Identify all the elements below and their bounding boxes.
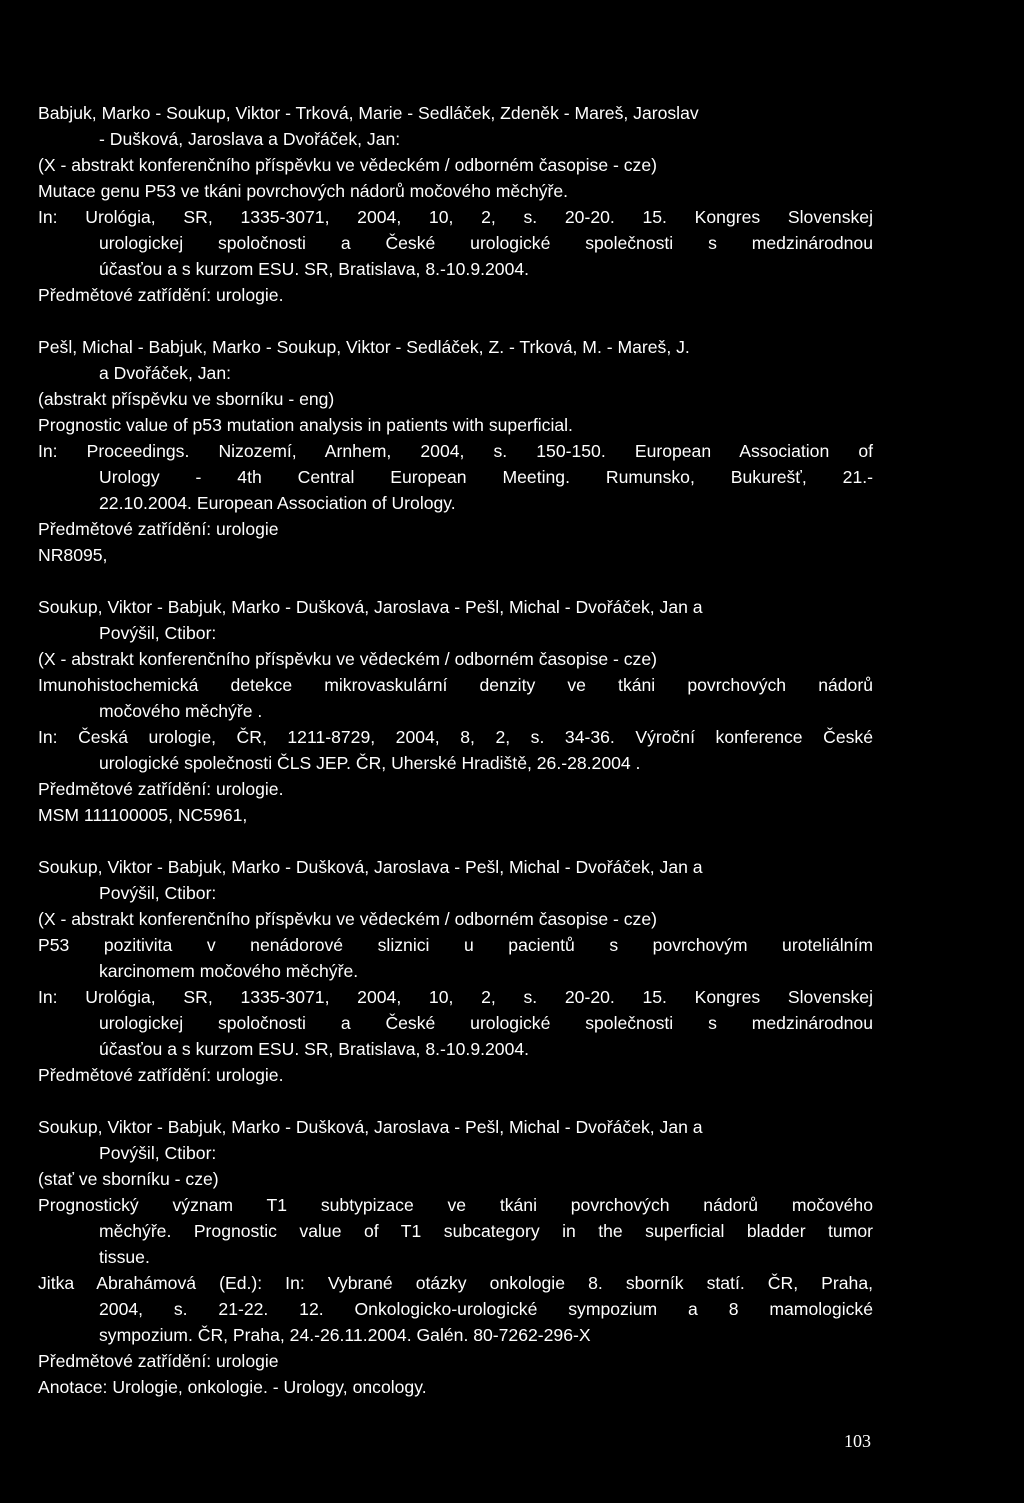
entry-line: účasťou a s kurzom ESU. SR, Bratislava, 8.-10.9.2004. — [99, 1039, 530, 1059]
entry-line: měchýře. Prognostic value of T1 subcategory in the superficial bladder tumor — [99, 1221, 873, 1241]
entry-line: účasťou a s kurzom ESU. SR, Bratislava, 8.-10.9.2004. — [99, 259, 530, 279]
entry-line: Soukup, Viktor - Babjuk, Marko - Dušková, Jaroslava - Pešl, Michal - Dvořáček, Jan a — [38, 857, 703, 877]
entry-line: Předmětové zatřídění: urologie. — [38, 285, 284, 305]
entry-line: (stať ve sborníku - cze) — [38, 1169, 219, 1189]
entry-line: (X - abstrakt konferenčního příspěvku ve vědeckém / odborném časopise - cze) — [38, 155, 658, 175]
entry-line: (X - abstrakt konferenčního příspěvku ve vědeckém / odborném časopise - cze) — [38, 909, 658, 929]
entry-line: In: Urológia, SR, 1335-3071, 2004, 10, 2, s. 20-20. 15. Kongres Slovenskej — [38, 987, 873, 1007]
entry-line: Prognostický význam T1 subtypizace ve tkáni povrchových nádorů močového — [38, 1195, 873, 1215]
entry-line: urologickej spoločnosti a České urologické společnosti s medzinárodnou — [99, 1013, 873, 1033]
entry-line: urologické společnosti ČLS JEP. ČR, Uherské Hradiště, 26.-28.2004 . — [99, 753, 641, 773]
entry-line: Povýšil, Ctibor: — [99, 883, 217, 903]
entry-line: P53 pozitivita v nenádorové sliznici u pacientů s povrchovým uroteliálním — [38, 935, 873, 955]
entry-line: Povýšil, Ctibor: — [99, 1143, 217, 1163]
entry-line: NR8095, — [38, 545, 108, 565]
entry-line: 2004, s. 21-22. 12. Onkologicko-urologické sympozium a 8 mamologické — [99, 1299, 873, 1319]
publication-list — [38, 100, 873, 1426]
entry-line: Povýšil, Ctibor: — [99, 623, 217, 643]
entry-line: Předmětové zatřídění: urologie — [38, 519, 279, 539]
entry-line: karcinomem močového měchýře. — [99, 961, 359, 981]
entry-line: a Dvořáček, Jan: — [99, 363, 232, 383]
entry-line: Soukup, Viktor - Babjuk, Marko - Dušková, Jaroslava - Pešl, Michal - Dvořáček, Jan a — [38, 597, 703, 617]
entry-line: In: Proceedings. Nizozemí, Arnhem, 2004, s. 150-150. European Association of — [38, 441, 873, 461]
bibliography-entry — [38, 594, 873, 828]
entry-line: Předmětové zatřídění: urologie. — [38, 779, 284, 799]
entry-line: močového měchýře . — [99, 701, 263, 721]
entry-line: Soukup, Viktor - Babjuk, Marko - Dušková, Jaroslava - Pešl, Michal - Dvořáček, Jan a — [38, 1117, 703, 1137]
entry-line: Předmětové zatřídění: urologie — [38, 1351, 279, 1371]
entry-line: (abstrakt příspěvku ve sborníku - eng) — [38, 389, 335, 409]
entry-line: sympozium. ČR, Praha, 24.-26.11.2004. Galén. 80-7262-296-X — [99, 1325, 591, 1345]
entry-line: urologickej spoločnosti a České urologické společnosti s medzinárodnou — [99, 233, 873, 253]
entry-line: Babjuk, Marko - Soukup, Viktor - Trková, Marie - Sedláček, Zdeněk - Mareš, Jaroslav — [38, 103, 699, 123]
entry-line: MSM 111100005, NC5961, — [38, 805, 248, 825]
bibliography-entry — [38, 854, 873, 1088]
entry-line: Mutace genu P53 ve tkáni povrchových nádorů močového měchýře. — [38, 181, 569, 201]
entry-line: In: Urológia, SR, 1335-3071, 2004, 10, 2, s. 20-20. 15. Kongres Slovenskej — [38, 207, 873, 227]
entry-line: Imunohistochemická detekce mikrovaskulární denzity ve tkáni povrchových nádorů — [38, 675, 873, 695]
entry-line: 22.10.2004. European Association of Urology. — [99, 493, 456, 513]
bibliography-entry — [38, 100, 873, 308]
entry-line: Předmětové zatřídění: urologie. — [38, 1065, 284, 1085]
bibliography-entry — [38, 1114, 873, 1400]
entry-line: Urology - 4th Central European Meeting. Rumunsko, Bukurešť, 21.- — [99, 467, 873, 487]
entry-line: Jitka Abrahámová (Ed.): In: Vybrané otázky onkologie 8. sborník statí. ČR, Praha, — [38, 1273, 873, 1293]
entry-line: Anotace: Urologie, onkologie. - Urology, oncology. — [38, 1377, 427, 1397]
entry-line: (X - abstrakt konferenčního příspěvku ve vědeckém / odborném časopise - cze) — [38, 649, 658, 669]
entry-line: tissue. — [99, 1247, 150, 1267]
entry-line: Prognostic value of p53 mutation analysis in patients with superficial. — [38, 415, 573, 435]
entry-line: In: Česká urologie, ČR, 1211-8729, 2004, 8, 2, s. 34-36. Výroční konference České — [38, 727, 873, 747]
entry-line: Pešl, Michal - Babjuk, Marko - Soukup, Viktor - Sedláček, Z. - Trková, M. - Mareš, J. — [38, 337, 690, 357]
page-number: 103 — [844, 1431, 871, 1451]
bibliography-entry — [38, 334, 873, 568]
entry-line: - Dušková, Jaroslava a Dvořáček, Jan: — [99, 129, 401, 149]
